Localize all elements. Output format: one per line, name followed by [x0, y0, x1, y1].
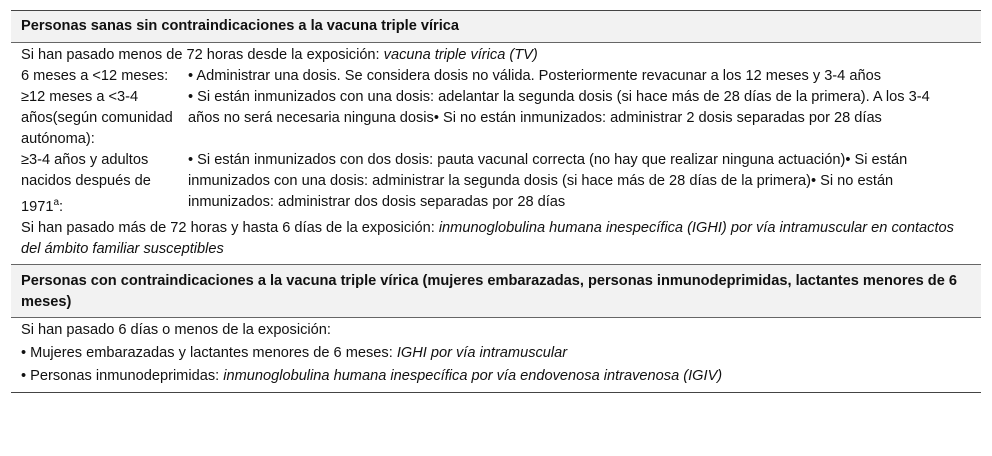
later-exposure-text: Si han pasado más de 72 horas y hasta 6 días de la exposición: [21, 219, 439, 236]
section1-heading-text: Personas sanas sin contraindicaciones a la vacuna triple vírica [21, 18, 460, 34]
action-cell: • Administrar una dosis. Se considera dosis no válida. Posteriormente revacunar a los 12 meses y 3-4 años [188, 68, 881, 84]
age-suffix: : [59, 198, 64, 215]
section2-heading-text: Personas con contraindicaciones a la vacuna triple vírica (mujeres embarazadas, personas inmunodeprimidas, lactantes menores de 6 meses) [21, 272, 957, 310]
section1-heading [11, 11, 981, 43]
action-cell: • Si están inmunizados con dos dosis: pauta vacunal correcta (no hay que realizar ninguna actuación)• Si están inmunizados con una dosis: administrar la segunda dosis (si hace más de 28 días de la primera)• Si no están inmunizados: administrar dos dosis separadas por 28 días [188, 152, 908, 210]
table-row-3-4-years-adults [11, 150, 981, 218]
section1-later-exposure [11, 218, 981, 264]
table-row-12-months-3-4-years [11, 87, 981, 150]
age-cell [11, 150, 188, 218]
age-text: ≥3-4 años y adultos nacidos después de 1971 [21, 152, 151, 215]
action-cell: • Si están inmunizados con una dosis: adelantar la segunda dosis (si hace más de 28 días de la primera). A los 3-4 años no será necesaria ninguna dosis• Si no están inmunizados: administrar 2 dosis separadas por 28 días [188, 89, 930, 126]
section2-item-immunodepressed [11, 366, 981, 392]
section2-intro-text: Si han pasado 6 días o menos de la exposición: [21, 321, 331, 338]
later-exposure-treatment: inmunoglobulina humana inespecífica (IGHI) por vía intramuscular en contactos del ámbito familiar susceptibles [21, 219, 954, 257]
section2-heading [11, 264, 981, 318]
measles-postexposure-table [11, 10, 981, 393]
item-treatment: inmunoglobulina humana inespecífica por vía endovenosa intravenosa (IGIV) [223, 367, 723, 384]
section1-intro [11, 43, 981, 66]
item-treatment: IGHI por vía intramuscular [396, 344, 568, 361]
footnote-marker: a [53, 197, 60, 208]
section2-intro [11, 318, 981, 343]
table-row-6-12-months [11, 66, 981, 87]
section1-intro-text: Si han pasado menos de 72 horas desde la exposición: [21, 47, 384, 63]
age-cell: 6 meses a <12 meses: [21, 68, 169, 84]
item-text: • Personas inmunodeprimidas: [21, 367, 224, 384]
section2-item-pregnant [11, 343, 981, 366]
age-cell: ≥12 meses a <3-4 años(según comunidad autónoma): [21, 89, 173, 147]
section1-intro-vaccine: vacuna triple vírica (TV) [383, 47, 538, 63]
item-text: • Mujeres embarazadas y lactantes menores de 6 meses: [21, 344, 397, 361]
